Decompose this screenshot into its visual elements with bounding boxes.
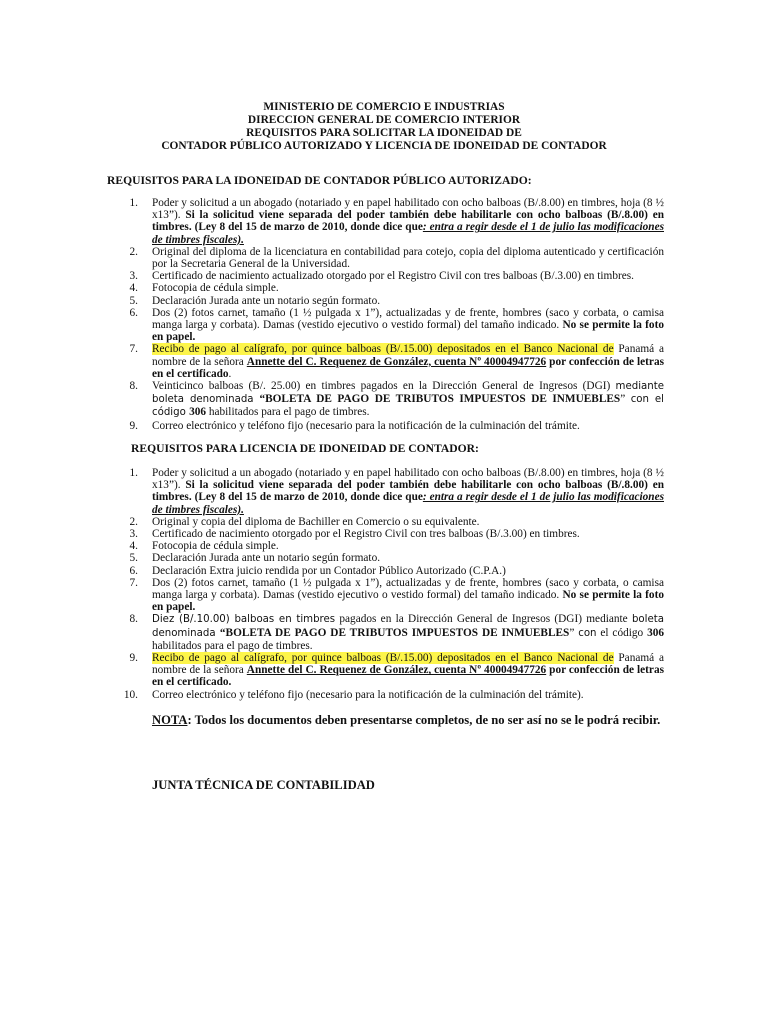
list-item-text: Original del diploma de la licenciatura en contabilidad para cotejo, copia del diploma autenticado y certificación por la Secretaria General de la Universidad. xyxy=(152,245,664,271)
list-item xyxy=(104,420,664,432)
requirements-list-cpa xyxy=(104,197,664,432)
list-item xyxy=(104,343,664,380)
list-item xyxy=(104,307,664,344)
list-item-number: 7. xyxy=(129,343,138,356)
list-item xyxy=(104,652,664,689)
header-line: REQUISITOS PARA SOLICITAR LA IDONEIDAD DE xyxy=(246,127,522,139)
header-line: DIRECCION GENERAL DE COMERCIO INTERIOR xyxy=(247,114,521,126)
list-item-number: 2. xyxy=(129,245,138,258)
list-item-number: 5. xyxy=(129,294,138,307)
note-label: NOTA xyxy=(152,713,188,727)
list-item xyxy=(104,295,664,307)
list-item-number: 8. xyxy=(129,380,138,393)
list-item-text: Si la solicitud viene separada del poder también debe habilitarle con ocho balboas (B/.8.00) en timbres. (Ley 8 del 15 de marzo de 2010, donde dice que xyxy=(152,209,664,234)
header-line: MINISTERIO DE COMERCIO E INDUSTRIAS xyxy=(263,101,505,113)
list-item-number: 9. xyxy=(129,419,138,432)
list-item-text: Certificado de nacimiento actualizado otorgado por el Registro Civil con tres balboas (B/.3.00) en timbres. xyxy=(152,270,634,283)
note-paragraph xyxy=(152,713,664,728)
list-item-text: boleta denominada xyxy=(152,614,664,639)
list-item-text: Recibo de pago al calígrafo, por quince balboas (B/.15.00) depositados en el Banco Nacional de xyxy=(152,343,614,356)
list-item-text: con xyxy=(578,627,597,639)
list-item-number: 6. xyxy=(129,306,138,319)
list-item-text: Certificado de nacimiento otorgado por el Registro Civil con tres balboas (B/.3.00) en timbres. xyxy=(152,528,580,541)
list-item-text: 306 xyxy=(647,626,665,639)
list-item-text: Correo electrónico y teléfono fijo (necesario para la notificación de la culminación del trámite. xyxy=(152,419,580,432)
requirements-list-license xyxy=(104,467,664,701)
list-item xyxy=(104,540,664,552)
list-item-text: Panamá a nombre de la señora xyxy=(152,343,664,368)
list-item-text: “BOLETA DE PAGO DE TRIBUTOS IMPUESTOS DE INMUEBLES xyxy=(259,393,621,406)
note-text: : Todos los documentos deben presentarse completos, de no ser así no se le podrá recibir. xyxy=(187,713,661,727)
list-item-text: ” xyxy=(569,626,579,639)
list-item xyxy=(104,689,664,701)
list-item-text: Annette del C. Requenez de González, cuenta Nº 40004947726 xyxy=(246,664,547,677)
list-item-text: 306 xyxy=(189,406,207,419)
list-item-number: 4. xyxy=(129,282,138,295)
list-item-number: 5. xyxy=(129,552,138,565)
list-item-text: Veinticinco balboas (B/. 25.00) en timbres pagados en la Dirección General de Ingresos (DGI) xyxy=(152,380,616,393)
list-item-text: Panamá a nombre de la señora xyxy=(152,652,664,677)
signature-block: JUNTA TÉCNICA DE CONTABILIDAD xyxy=(152,778,375,792)
list-item-number: 1. xyxy=(129,197,138,209)
list-item-text: por confección de letras en el certificado. xyxy=(152,664,664,689)
list-item-number: 9. xyxy=(129,652,138,665)
list-item-number: 8. xyxy=(129,613,138,626)
list-item xyxy=(104,528,664,540)
list-item-text: Fotocopia de cédula simple. xyxy=(152,540,279,553)
list-item-number: 3. xyxy=(129,528,138,541)
list-item-number: 10. xyxy=(123,688,138,701)
list-item xyxy=(104,552,664,564)
list-item-text: pagados en la Dirección General de Ingresos (DGI) mediante xyxy=(335,613,632,626)
list-item-number: 7. xyxy=(129,576,138,589)
list-item-text: Original y copia del diploma de Bachiller en Comercio o su equivalente. xyxy=(152,515,480,528)
list-item xyxy=(104,246,664,270)
list-item xyxy=(104,613,664,652)
list-item-text: con el código xyxy=(152,394,665,419)
list-item xyxy=(104,565,664,577)
list-item xyxy=(104,516,664,528)
list-item-text: Declaración Jurada ante un notario según formato. xyxy=(152,552,381,565)
list-item-text: habilitados para el pago de timbres. xyxy=(206,406,370,419)
list-item-text: Poder y solicitud a un abogado (notariado y en papel habilitado con ocho balboas (B/.8.00) en timbres, hoja (8 ½ x13”). xyxy=(152,467,664,492)
list-item-text: Poder y solicitud a un abogado (notariado y en papel habilitado con ocho balboas (B/.8.00) en timbres, hoja (8 ½ x13”). xyxy=(152,197,664,222)
list-item-text: mediante boleta denominada xyxy=(152,381,664,406)
list-item-text: Dos (2) fotos carnet, tamaño (1 ½ pulgada x 1”), actualizadas y de frente, hombres (saco y corbata, o camisa manga larga y corbata). Damas (vestido ejecutivo o vestido formal) del tamaño indicado. xyxy=(152,576,664,602)
list-item-number: 2. xyxy=(129,515,138,528)
list-item-text: el código xyxy=(596,626,648,639)
list-item-text: Si la solicitud viene separada del poder también debe habilitarle con ocho balboas (B/.8.00) en timbres. (Ley 8 del 15 de marzo de 2010, donde dice que xyxy=(152,479,664,504)
list-item-text: Dos (2) fotos carnet, tamaño (1 ½ pulgada x 1”), actualizadas y de frente, hombres (saco y corbata, o camisa manga larga y corbata). Damas (vestido ejecutivo o vestido formal) del tamaño indicado. xyxy=(152,306,664,332)
list-item-number: 1. xyxy=(129,467,138,479)
section-title-cpa: REQUISITOS PARA LA IDONEIDAD DE CONTADOR PÚBLICO AUTORIZADO: xyxy=(107,174,532,187)
list-item-text: Declaración Extra juicio rendida por un Contador Público Autorizado (C.P.A.) xyxy=(152,564,506,577)
list-item-number: 3. xyxy=(129,270,138,283)
list-item-number: 6. xyxy=(129,564,138,577)
list-item-text: Fotocopia de cédula simple. xyxy=(152,282,279,295)
list-item-text: : entra a regir desde el 1 de julio las modificaciones de timbres fiscales). xyxy=(152,221,664,246)
list-item-text: No se permite la foto en papel. xyxy=(152,589,664,614)
list-item-text: Diez (B/.10.00) balboas en timbres xyxy=(152,614,336,626)
list-item-text: Correo electrónico y teléfono fijo (necesario para la notificación de la culminación del trámite). xyxy=(152,688,584,701)
list-item xyxy=(104,282,664,294)
header-line: CONTADOR PÚBLICO AUTORIZADO Y LICENCIA DE IDONEIDAD DE CONTADOR xyxy=(161,140,607,152)
list-item xyxy=(104,197,664,246)
section-title-license: REQUISITOS PARA LICENCIA DE IDONEIDAD DE CONTADOR: xyxy=(131,442,479,455)
list-item-text: habilitados para el pago de timbres. xyxy=(152,639,313,652)
list-item-number: 4. xyxy=(129,540,138,553)
document-header xyxy=(0,101,768,153)
list-item-text: Declaración Jurada ante un notario según formato. xyxy=(152,294,381,307)
list-item-text: Annette del C. Requenez de González, cuenta Nº 40004947726 xyxy=(246,355,547,368)
list-item xyxy=(104,380,664,420)
list-item-text: por confección de letras en el certificado xyxy=(152,355,664,380)
list-item xyxy=(104,577,664,614)
list-item-text: . xyxy=(228,367,232,380)
list-item xyxy=(104,270,664,282)
list-item-text: : entra a regir desde el 1 de julio las modificaciones de timbres fiscales). xyxy=(152,491,664,516)
list-item-text: No se permite la foto en papel. xyxy=(152,319,664,344)
list-item-text: “BOLETA DE PAGO DE TRIBUTOS IMPUESTOS DE INMUEBLES xyxy=(219,626,570,639)
list-item-text: Recibo de pago al calígrafo, por quince balboas (B/.15.00) depositados en el Banco Nacional de xyxy=(152,652,614,665)
list-item-text: ” xyxy=(620,393,631,406)
list-item xyxy=(104,467,664,516)
